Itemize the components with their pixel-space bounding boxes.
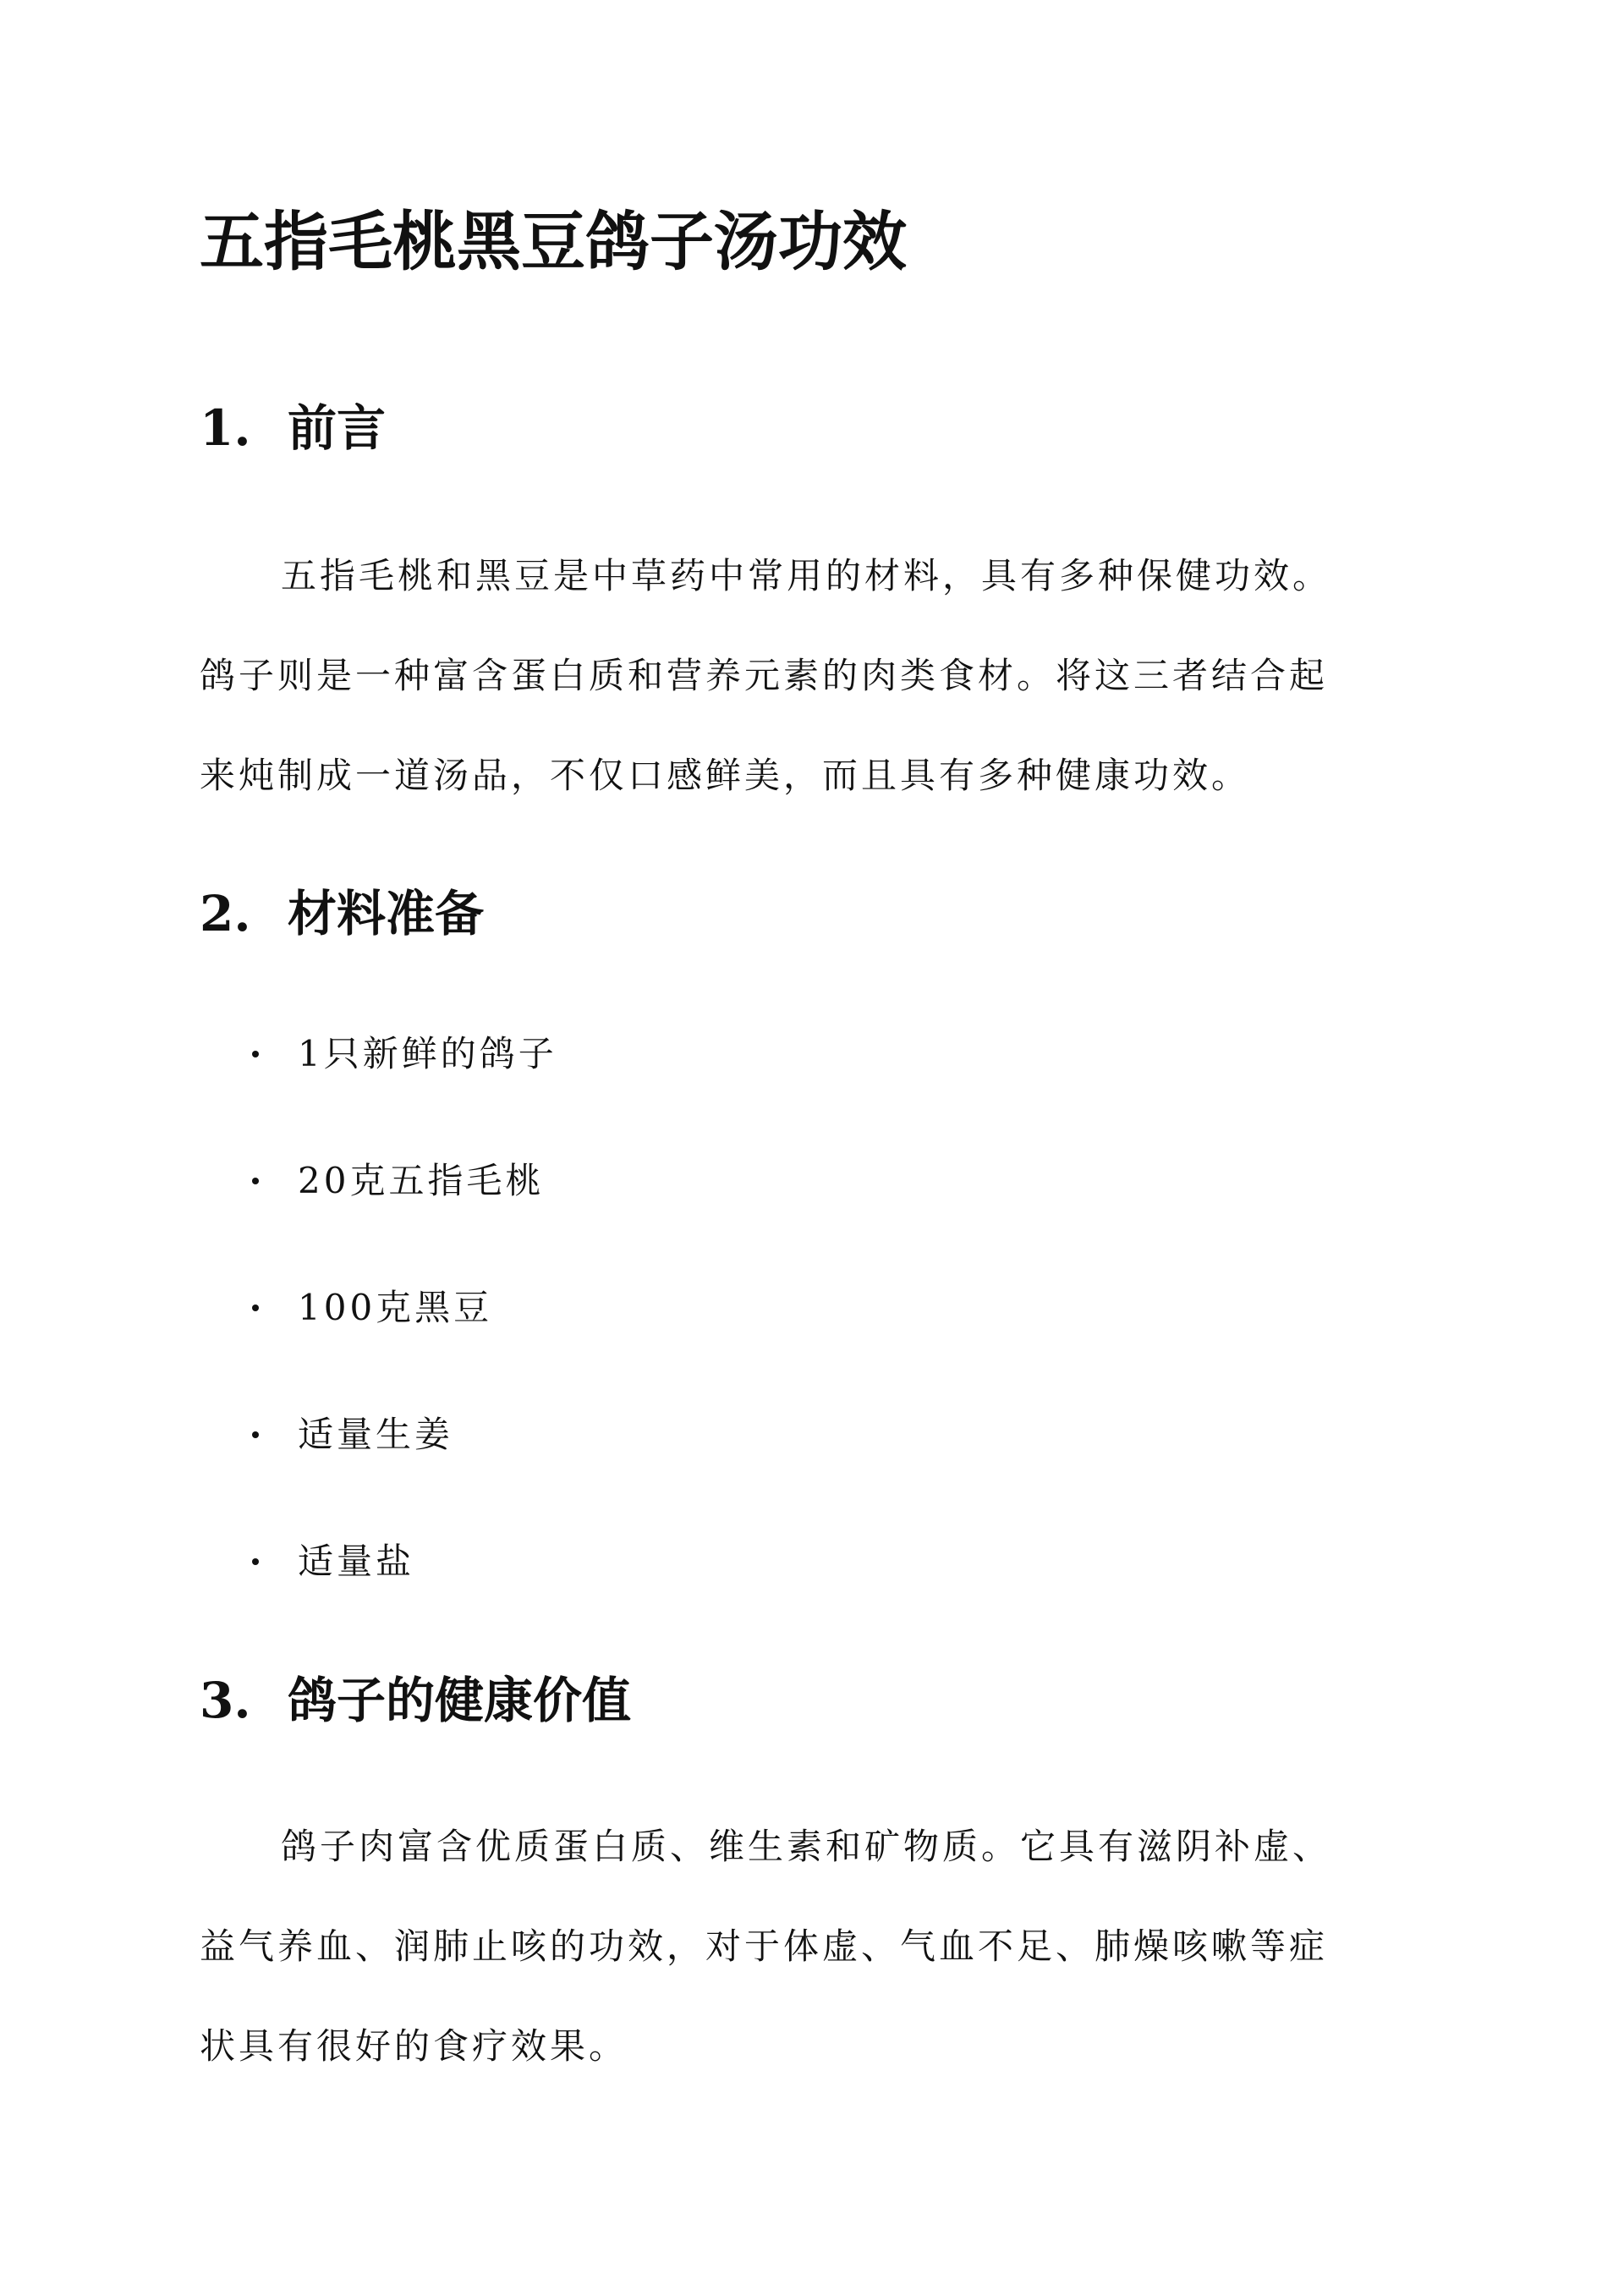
paragraph-line: 五指毛桃和黑豆是中草药中常用的材料，具有多种保健功效。 <box>281 555 1332 596</box>
list-item-text: 适量盐 <box>298 1541 415 1582</box>
paragraph-line: 鸽子则是一种富含蛋白质和营养元素的肉类食材。将这三者结合起 <box>200 655 1329 696</box>
section-title: 鸽子的健康价值 <box>288 1672 632 1729</box>
health-value-paragraph <box>200 1797 1435 2096</box>
section-title: 前言 <box>288 399 387 457</box>
bullet-icon <box>252 1178 259 1184</box>
section-heading-health-value <box>200 1667 631 1734</box>
paragraph-line: 状具有很好的食疗效果。 <box>200 2025 628 2067</box>
section-heading-intro <box>200 394 386 462</box>
list-item-text: 适量生姜 <box>298 1414 454 1455</box>
bullet-icon <box>252 1431 259 1438</box>
section-number: 1. <box>200 399 251 457</box>
section-title: 材料准备 <box>288 885 485 942</box>
bullet-icon <box>252 1558 259 1565</box>
section-number: 3. <box>200 1672 251 1729</box>
paragraph-line: 鸽子肉富含优质蛋白质、维生素和矿物质。它具有滋阴补虚、 <box>281 1826 1332 1867</box>
list-item-text: 1只新鲜的鸽子 <box>298 1033 557 1074</box>
list-item-text: 20克五指毛桃 <box>298 1160 545 1201</box>
bullet-icon <box>252 1305 259 1311</box>
bullet-icon <box>252 1051 259 1057</box>
section-number: 2. <box>200 885 251 942</box>
paragraph-line: 益气养血、润肺止咳的功效，对于体虚、气血不足、肺燥咳嗽等症 <box>200 1925 1329 1967</box>
document-title: 五指毛桃黑豆鸽子汤功效 <box>200 204 907 279</box>
paragraph-line: 来炖制成一道汤品，不仅口感鲜美，而且具有多种健康功效。 <box>200 755 1251 796</box>
list-item-text: 100克黑豆 <box>298 1287 493 1328</box>
intro-paragraph <box>200 526 1435 826</box>
section-heading-ingredients <box>200 880 484 948</box>
